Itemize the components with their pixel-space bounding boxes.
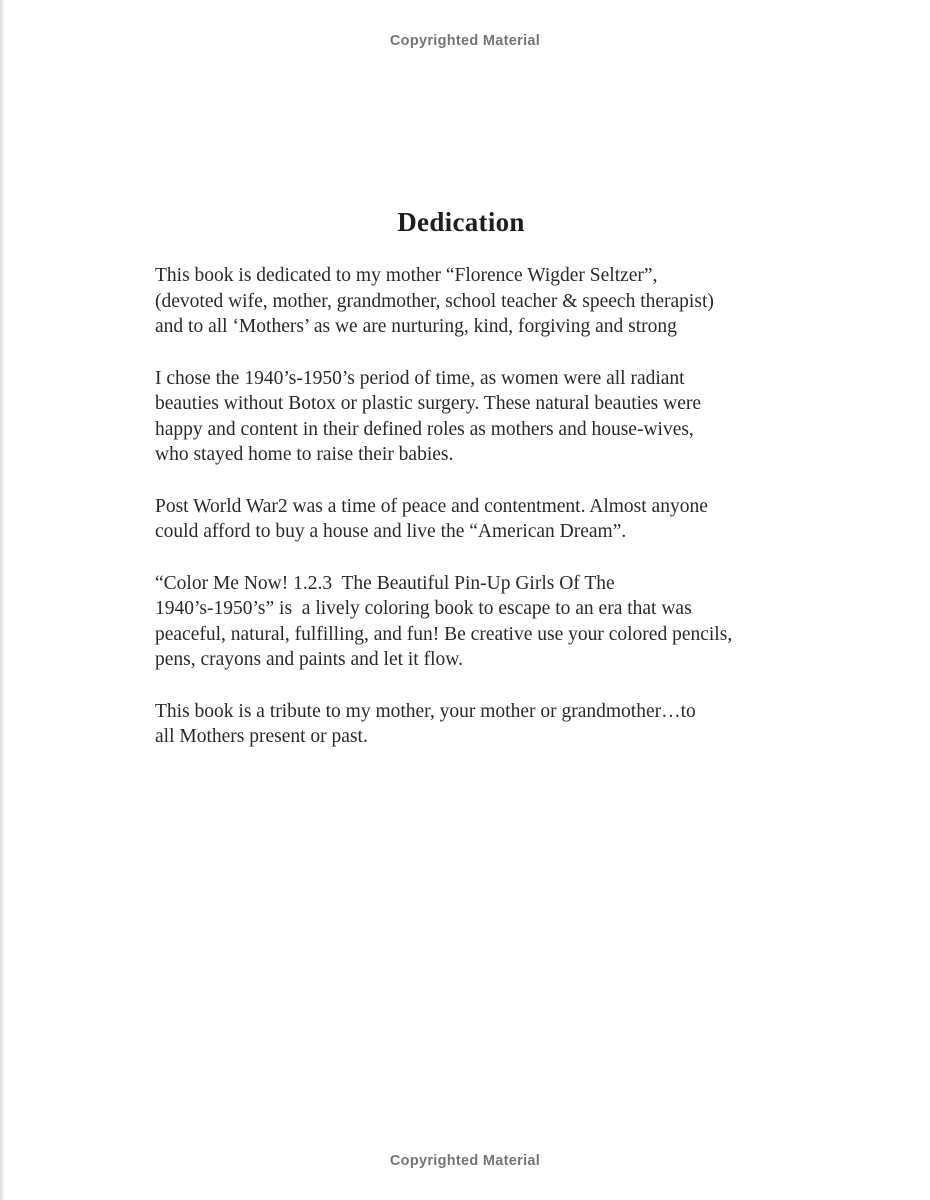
text-line: all Mothers present or past. (155, 726, 368, 747)
page-scan-edge (0, 0, 4, 1200)
text-line: I chose the 1940’s-1950’s period of time, as women were all radiant (155, 367, 685, 389)
text-line: This book is dedicated to my mother “Florence Wigder Seltzer”, (155, 265, 658, 286)
text-line: Post World War2 was a time of peace and contentment. Almost anyone (155, 495, 708, 517)
paragraph-1 (155, 263, 767, 340)
text-line: “Color Me Now! 1.2.3 The Beautiful Pin-Up Girls Of The (155, 572, 615, 594)
text-line: This book is a tribute to my mother, your mother or grandmother…to (155, 700, 696, 722)
text-line: beauties without Botox or plastic surgery. These natural beauties were (155, 393, 702, 414)
paragraph-5 (155, 699, 767, 750)
paragraph-3 (155, 494, 767, 545)
text-line: happy and content in their defined roles as mothers and house-wives, (155, 418, 694, 440)
text-line: pens, crayons and paints and let it flow. (155, 649, 463, 670)
text-line: peaceful, natural, fulfilling, and fun! Be creative use your colored pencils, (155, 623, 733, 645)
paragraph-4 (155, 571, 767, 673)
text-line: who stayed home to raise their babies. (155, 444, 454, 465)
text-line: 1940’s-1950’s” is a lively coloring book to escape to an era that was (155, 598, 692, 619)
paragraph-2 (155, 366, 767, 468)
text-line: could afford to buy a house and live the “American Dream”. (155, 521, 627, 542)
page-title: Dedication (397, 207, 525, 237)
copyright-notice-top: Copyrighted Material (389, 33, 541, 49)
text-line: (devoted wife, mother, grandmother, school teacher & speech therapist) (155, 290, 714, 312)
text-line: and to all ‘Mothers’ as we are nurturing, kind, forgiving and strong (155, 316, 677, 337)
copyright-notice-bottom: Copyrighted Material (389, 1153, 541, 1169)
dedication-article (155, 205, 767, 776)
